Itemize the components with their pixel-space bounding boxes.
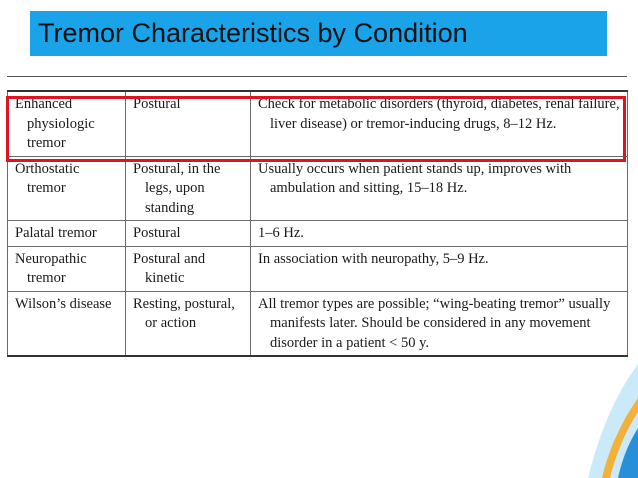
- tremor-type-text: Postural and kinetic: [133, 250, 206, 286]
- tremor-type-cell: [126, 291, 251, 356]
- table-row: [8, 291, 628, 356]
- slide-title: Tremor Characteristics by Condition: [30, 11, 607, 56]
- condition-cell: [8, 246, 126, 291]
- swoosh-blue: [618, 428, 638, 478]
- tremor-type-text: Postural, in the legs, upon standing: [133, 160, 221, 216]
- notes-text: Usually occurs when patient stands up, improves with ambulation and sitting, 15–18 Hz.: [258, 160, 572, 196]
- condition-text: Neuropathic tremor: [15, 250, 87, 286]
- condition-cell: [8, 91, 126, 156]
- condition-cell: [8, 156, 126, 221]
- notes-text: All tremor types are possible; “wing-beating tremor” usually manifests later. Should be considered in any movement disorder in a patient < 50 y.: [258, 295, 611, 351]
- tremor-type-cell: [126, 221, 251, 247]
- condition-cell: [8, 291, 126, 356]
- tremor-table: [7, 90, 628, 357]
- table-row: [8, 246, 628, 291]
- notes-text: 1–6 Hz.: [258, 225, 304, 241]
- tremor-type-cell: [126, 91, 251, 156]
- tremor-type-cell: [126, 246, 251, 291]
- tremor-type-text: Postural: [133, 96, 181, 112]
- notes-cell: [251, 291, 628, 356]
- condition-cell: [8, 221, 126, 247]
- table-top-rule: [7, 76, 627, 77]
- notes-cell: [251, 246, 628, 291]
- notes-text: In association with neuropathy, 5–9 Hz.: [258, 250, 489, 267]
- notes-cell: [251, 221, 628, 247]
- table-row: [8, 91, 628, 156]
- condition-text: Orthostatic tremor: [15, 160, 80, 196]
- condition-text: Wilson’s disease: [15, 295, 112, 312]
- table-row: [8, 221, 628, 247]
- table-row: [8, 156, 628, 221]
- tremor-table-container: [7, 76, 627, 382]
- notes-cell: [251, 156, 628, 221]
- notes-text: Check for metabolic disorders (thyroid, diabetes, renal failure, liver disease) or tremor-inducing drugs, 8–12 Hz.: [258, 96, 620, 132]
- condition-text: Enhanced physiologic tremor: [15, 96, 95, 151]
- tremor-type-text: Resting, postural, or action: [133, 295, 235, 331]
- notes-cell: [251, 91, 628, 156]
- swoosh-gold: [602, 398, 638, 478]
- condition-text: Palatal tremor: [15, 225, 97, 241]
- tremor-type-text: Postural: [133, 225, 181, 241]
- tremor-type-cell: [126, 156, 251, 221]
